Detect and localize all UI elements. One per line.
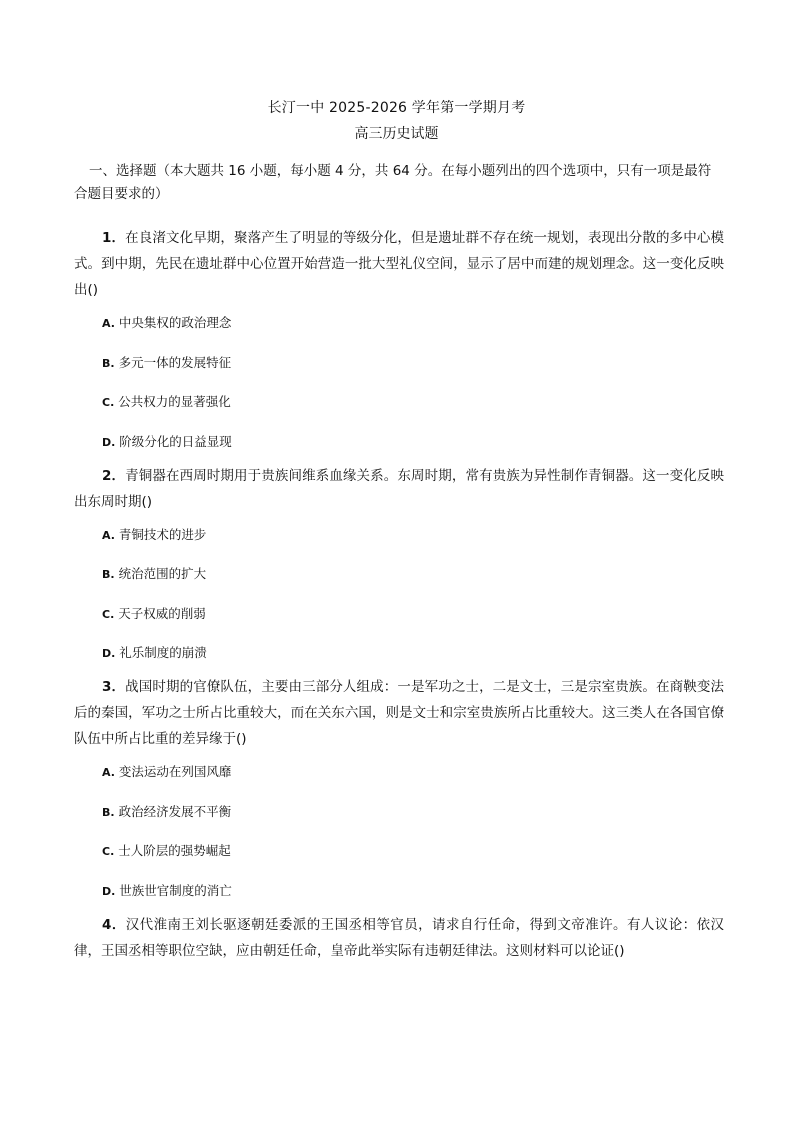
- question-text: 战国时期的官僚队伍，主要由三部分人组成：一是军功之士，二是文士，三是宗室贵族。在商鞅变法后的秦国，军功之士所占比重较大，而在关东六国，则是文士和宗室贵族所占比重较大。这三类人在各国官僚队伍中所占比重的差异缘于(): [74, 679, 724, 747]
- option-text: 变法运动在列国风靡: [118, 764, 232, 779]
- option-c: [74, 604, 724, 625]
- option-list: [74, 525, 724, 665]
- question-text: 在良渚文化早期，聚落产生了明显的等级分化，但是遗址群不存在统一规划，表现出分散的多中心模式。到中期，先民在遗址群中心位置开始营造一批大型礼仪空间，显示了居中而建的规划理念。这一变化反映出(): [74, 230, 724, 298]
- option-text: 中央集权的政治理念: [118, 315, 232, 330]
- option-list: [74, 762, 724, 902]
- question-stem: [74, 912, 724, 964]
- option-b: [74, 802, 724, 823]
- exam-subtitle: 高三历史试题: [354, 126, 439, 142]
- option-letter: C.: [102, 396, 115, 409]
- option-text: 天子权威的削弱: [118, 605, 206, 621]
- exam-header: [0, 98, 793, 144]
- option-letter: B.: [102, 356, 115, 370]
- option-letter: B.: [102, 805, 115, 819]
- question-list: [74, 225, 724, 964]
- option-text: 统治范围的扩大: [118, 566, 207, 581]
- option-b: [74, 564, 724, 585]
- question-stem: [74, 674, 724, 752]
- question-2: [74, 463, 724, 665]
- option-list: [74, 313, 724, 453]
- option-letter: D.: [102, 884, 116, 898]
- option-text: 青铜技术的进步: [118, 526, 207, 542]
- option-text: 世族世官制度的消亡: [119, 882, 232, 898]
- question-number: 2．: [102, 467, 126, 484]
- question-text: 青铜器在西周时期用于贵族间维系血缘关系。东周时期，常有贵族为异性制作青铜器。这一变化反映出东周时期(): [74, 467, 724, 510]
- option-text: 多元一体的发展特征: [118, 354, 232, 370]
- option-letter: A.: [102, 766, 115, 779]
- option-text: 礼乐制度的崩溃: [119, 645, 207, 660]
- option-text: 阶级分化的日益显现: [119, 433, 232, 449]
- option-a: [74, 313, 724, 334]
- option-a: [74, 762, 724, 783]
- question-4: [74, 912, 724, 964]
- option-d: [74, 643, 724, 664]
- question-stem: [74, 225, 724, 303]
- option-letter: C.: [102, 607, 115, 621]
- section-heading: 一、选择题（本大题共 16 小题，每小题 4 分，共 64 分。在每小题列出的四个选项中，只有一项是最符合题目要求的）: [74, 163, 712, 202]
- option-a: [74, 525, 724, 546]
- option-letter: C.: [102, 845, 115, 858]
- option-letter: B.: [102, 568, 115, 581]
- option-d: [74, 881, 724, 902]
- option-letter: A.: [102, 528, 115, 542]
- option-text: 政治经济发展不平衡: [118, 803, 232, 819]
- option-d: [74, 432, 724, 453]
- option-b: [74, 353, 724, 374]
- question-number: 1．: [102, 230, 126, 246]
- option-c: [74, 841, 724, 862]
- option-letter: A.: [102, 317, 115, 330]
- question-text: 汉代淮南王刘长驱逐朝廷委派的王国丞相等官员，请求自行任命，得到文帝准许。有人议论：依汉律，王国丞相等职位空缺，应由朝廷任命，皇帝此举实际有违朝廷律法。这则材料可以论证(): [74, 916, 724, 959]
- option-text: 公共权力的显著强化: [118, 394, 231, 409]
- option-letter: D.: [102, 435, 116, 449]
- option-text: 士人阶层的强势崛起: [118, 843, 231, 858]
- question-1: [74, 225, 724, 453]
- question-3: [74, 674, 724, 902]
- option-letter: D.: [102, 647, 116, 660]
- question-stem: [74, 463, 724, 515]
- question-number: 4．: [102, 916, 126, 933]
- exam-title: 长汀一中 2025-2026 学年第一学期月考: [267, 100, 526, 116]
- option-c: [74, 392, 724, 413]
- question-number: 3．: [102, 679, 126, 695]
